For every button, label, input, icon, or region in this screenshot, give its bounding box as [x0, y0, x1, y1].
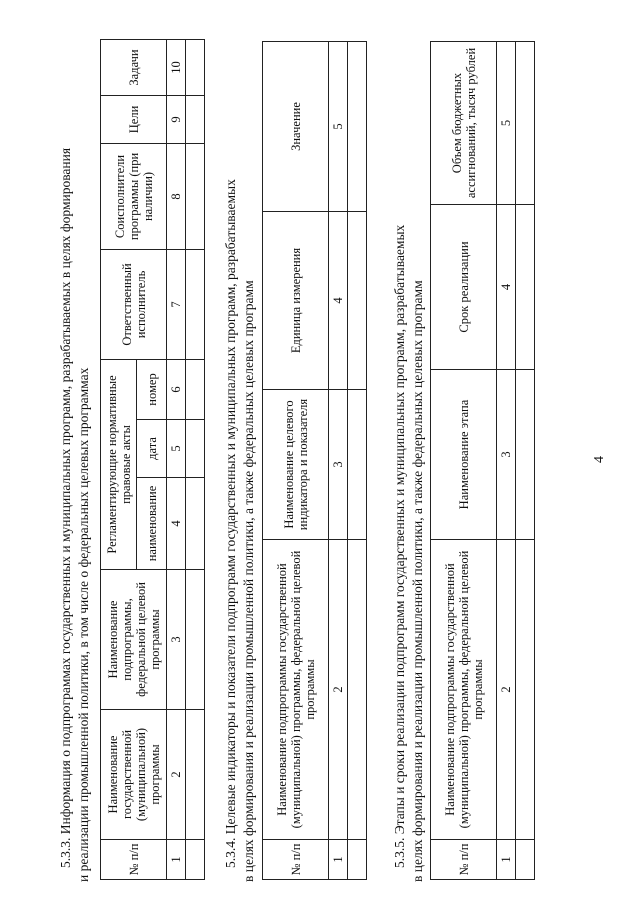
empty-cell: [348, 540, 367, 840]
empty-cell: [186, 95, 205, 143]
empty-cell: [186, 249, 205, 359]
empty-cell: [186, 420, 205, 478]
col-number: 2: [329, 540, 348, 840]
empty-cell: [348, 212, 367, 390]
col-number: 2: [167, 710, 186, 840]
empty-cell: [186, 570, 205, 710]
empty-cell: [516, 42, 535, 205]
header-tasks: Задачи: [101, 39, 167, 95]
header-reg-date: дата: [137, 420, 167, 478]
col-number: 9: [167, 95, 186, 143]
col-number: 4: [329, 212, 348, 390]
section-5-3-5-heading-line1: 5.3.5. Этапы и сроки реализации подпрограмм государственных и муниципальных программ, разрабатываемых: [392, 224, 407, 868]
header-state-program: Наименование государственной (муниципальной) программы: [101, 710, 167, 840]
empty-cell: [186, 143, 205, 249]
col-number: 5: [497, 42, 516, 205]
col-number: 1: [167, 840, 186, 880]
col-number: 1: [329, 840, 348, 880]
empty-cell: [516, 205, 535, 370]
stages-table: [430, 41, 535, 880]
col-number: 3: [329, 390, 348, 540]
empty-cell: [516, 370, 535, 540]
section-5-3-4-heading-line1: 5.3.4. Целевые индикаторы и показатели подпрограмм государственных и муниципальных программ, разрабатываемых: [223, 179, 238, 868]
empty-cell: [348, 390, 367, 540]
col-number: 1: [497, 840, 516, 880]
header-reg-number: номер: [137, 359, 167, 419]
col-number: 6: [167, 359, 186, 419]
section-5-3-3-heading-line1: 5.3.3. Информация о подпрограммах государственных и муниципальных программ, разрабатываемых в целях формирования: [58, 147, 73, 868]
section-5-3-4-heading-line2: в целях формирования и реализации промышленной политики, а также федеральных целевых программ: [241, 280, 256, 882]
header-reg-name: наименование: [137, 478, 167, 570]
header-budget: Объем бюджетных ассигнований, тысяч рублей: [431, 42, 497, 205]
indicators-table: [262, 41, 367, 880]
empty-cell: [186, 710, 205, 840]
col-number: 2: [497, 540, 516, 840]
empty-cell: [186, 478, 205, 570]
col-number: 3: [167, 570, 186, 710]
header-executor: Ответственный исполнитель: [101, 249, 167, 359]
section-5-3-3-heading-line2: и реализации промышленной политики, в том числе о федеральных целевых программах: [76, 367, 91, 882]
header-goals: Цели: [101, 95, 167, 143]
empty-cell: [516, 540, 535, 840]
section-5-3-5-heading-line2: в целях формирования и реализации промышленной политики, а также федеральных целевых программ: [410, 280, 425, 882]
header-no: № п/п: [263, 840, 329, 880]
page-number: 4: [592, 456, 607, 463]
empty-cell: [516, 840, 535, 880]
empty-cell: [186, 840, 205, 880]
empty-cell: [186, 359, 205, 419]
col-number: 3: [497, 370, 516, 540]
header-subprogram: Наименование подпрограммы государственной (муниципальной) программы, федеральной целевой программы: [431, 540, 497, 840]
col-number: 5: [329, 42, 348, 212]
header-subprogram: Наименование подпрограммы государственной (муниципальной) программы, федеральной целевой программы: [263, 540, 329, 840]
empty-cell: [348, 840, 367, 880]
header-regulatory-acts: Регламентирующие нормативные правовые акты: [101, 359, 137, 569]
header-subprogram: Наименование подпрограммы, федеральной целевой программы: [101, 570, 167, 710]
header-term: Срок реализации: [431, 205, 497, 370]
header-unit: Единица измерения: [263, 212, 329, 390]
empty-cell: [186, 39, 205, 95]
col-number: 10: [167, 39, 186, 95]
header-value: Значение: [263, 42, 329, 212]
header-no: № п/п: [431, 840, 497, 880]
col-number: 4: [167, 478, 186, 570]
header-coexecutors: Соисполнители программы (при наличии): [101, 143, 167, 249]
header-stage: Наименование этапа: [431, 370, 497, 540]
header-indicator: Наименование целевого индикатора и показателя: [263, 390, 329, 540]
col-number: 4: [497, 205, 516, 370]
empty-cell: [348, 42, 367, 212]
col-number: 7: [167, 249, 186, 359]
col-number: 5: [167, 420, 186, 478]
header-no: № п/п: [101, 840, 167, 880]
col-number: 8: [167, 143, 186, 249]
subprograms-info-table: [100, 39, 205, 880]
